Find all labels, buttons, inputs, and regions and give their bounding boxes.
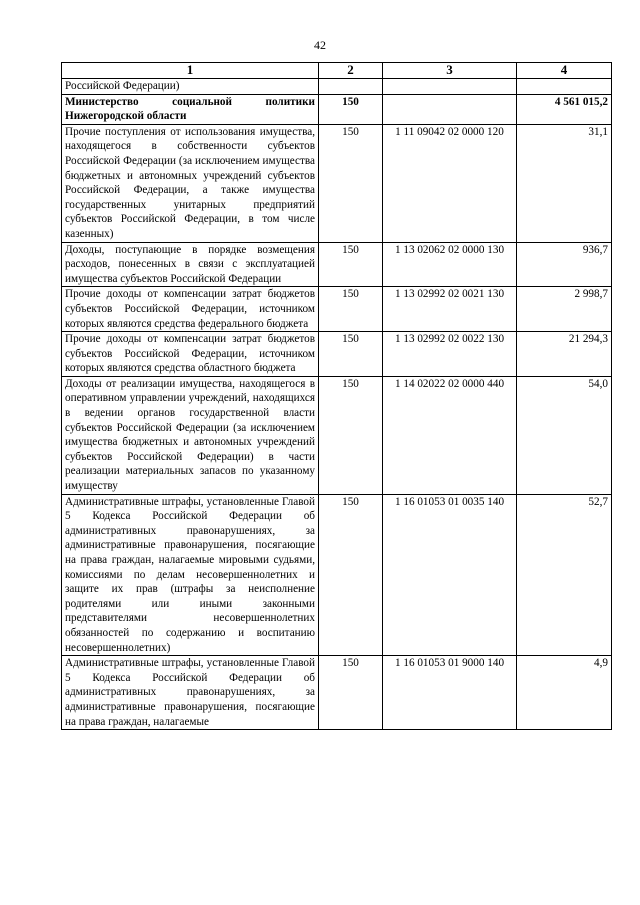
row-amount: 2 998,7 <box>517 287 612 332</box>
row-amount: 936,7 <box>517 242 612 287</box>
table-row <box>62 656 612 730</box>
row-amount: 4 561 015,2 <box>517 94 612 124</box>
row-amount: 52,7 <box>517 494 612 656</box>
row-amount: 21 294,3 <box>517 332 612 377</box>
row-admin-code: 150 <box>319 494 383 656</box>
table-row <box>62 287 612 332</box>
table-row <box>62 242 612 287</box>
row-classification-code: 1 13 02992 02 0021 130 <box>383 287 517 332</box>
row-description: Министерство социальной политики Нижегородской области <box>62 94 319 124</box>
revenue-table <box>61 62 612 730</box>
row-admin-code: 150 <box>319 376 383 494</box>
row-classification-code <box>383 94 517 124</box>
row-admin-code: 150 <box>319 287 383 332</box>
row-classification-code: 1 13 02062 02 0000 130 <box>383 242 517 287</box>
row-admin-code: 150 <box>319 124 383 242</box>
column-header: 2 <box>319 63 383 79</box>
row-classification-code <box>383 79 517 95</box>
row-amount <box>517 79 612 95</box>
column-header: 1 <box>62 63 319 79</box>
table-header-row <box>62 63 612 79</box>
table-row <box>62 376 612 494</box>
row-admin-code: 150 <box>319 656 383 730</box>
row-classification-code: 1 16 01053 01 9000 140 <box>383 656 517 730</box>
table-row <box>62 332 612 377</box>
row-description: Доходы, поступающие в порядке возмещения расходов, понесенных в связи с эксплуатацией имущества субъектов Российской Федерации <box>62 242 319 287</box>
row-classification-code: 1 16 01053 01 0035 140 <box>383 494 517 656</box>
row-classification-code: 1 13 02992 02 0022 130 <box>383 332 517 377</box>
row-classification-code: 1 14 02022 02 0000 440 <box>383 376 517 494</box>
table-row <box>62 79 612 95</box>
row-description: Прочие доходы от компенсации затрат бюджетов субъектов Российской Федерации, источником которых являются средства областного бюджета <box>62 332 319 377</box>
row-admin-code <box>319 79 383 95</box>
table-row-ministry <box>62 94 612 124</box>
column-header: 4 <box>517 63 612 79</box>
page-number: 42 <box>314 38 326 52</box>
table-row <box>62 124 612 242</box>
row-description: Административные штрафы, установленные Главой 5 Кодекса Российской Федерации об административных правонарушениях, за административные правонарушения, посягающие на права граждан, налагаемые мировыми судьями, комиссиями по делам несовершеннолетних и защите их прав (штрафы за неисполнение родителями или иными законными представителями несовершеннолетних обязанностей по содержанию и воспитанию несовершеннолетних) <box>62 494 319 656</box>
row-description: Российской Федерации) <box>62 79 319 95</box>
row-amount: 4,9 <box>517 656 612 730</box>
row-description: Административные штрафы, установленные Главой 5 Кодекса Российской Федерации об административных правонарушениях, за административные правонарушения, посягающие на права граждан, налагаемые <box>62 656 319 730</box>
row-description: Прочие поступления от использования имущества, находящегося в собственности субъектов Российской Федерации (за исключением имущества бюджетных и автономных учреждений субъектов Российской Федерации, а также имущества государственных унитарных предприятий субъектов Российской Федерации, в том числе казенных) <box>62 124 319 242</box>
row-classification-code: 1 11 09042 02 0000 120 <box>383 124 517 242</box>
row-description: Доходы от реализации имущества, находящегося в оперативном управлении учреждений, находящихся в ведении органов государственной власти субъектов Российской Федерации (за исключением имущества бюджетных и автономных учреждений субъектов Российской Федерации) в части реализации материальных запасов по указанному имуществу <box>62 376 319 494</box>
row-amount: 31,1 <box>517 124 612 242</box>
row-admin-code: 150 <box>319 94 383 124</box>
row-admin-code: 150 <box>319 332 383 377</box>
row-description: Прочие доходы от компенсации затрат бюджетов субъектов Российской Федерации, источником которых являются средства федерального бюджета <box>62 287 319 332</box>
row-admin-code: 150 <box>319 242 383 287</box>
row-amount: 54,0 <box>517 376 612 494</box>
column-header: 3 <box>383 63 517 79</box>
table-row <box>62 494 612 656</box>
